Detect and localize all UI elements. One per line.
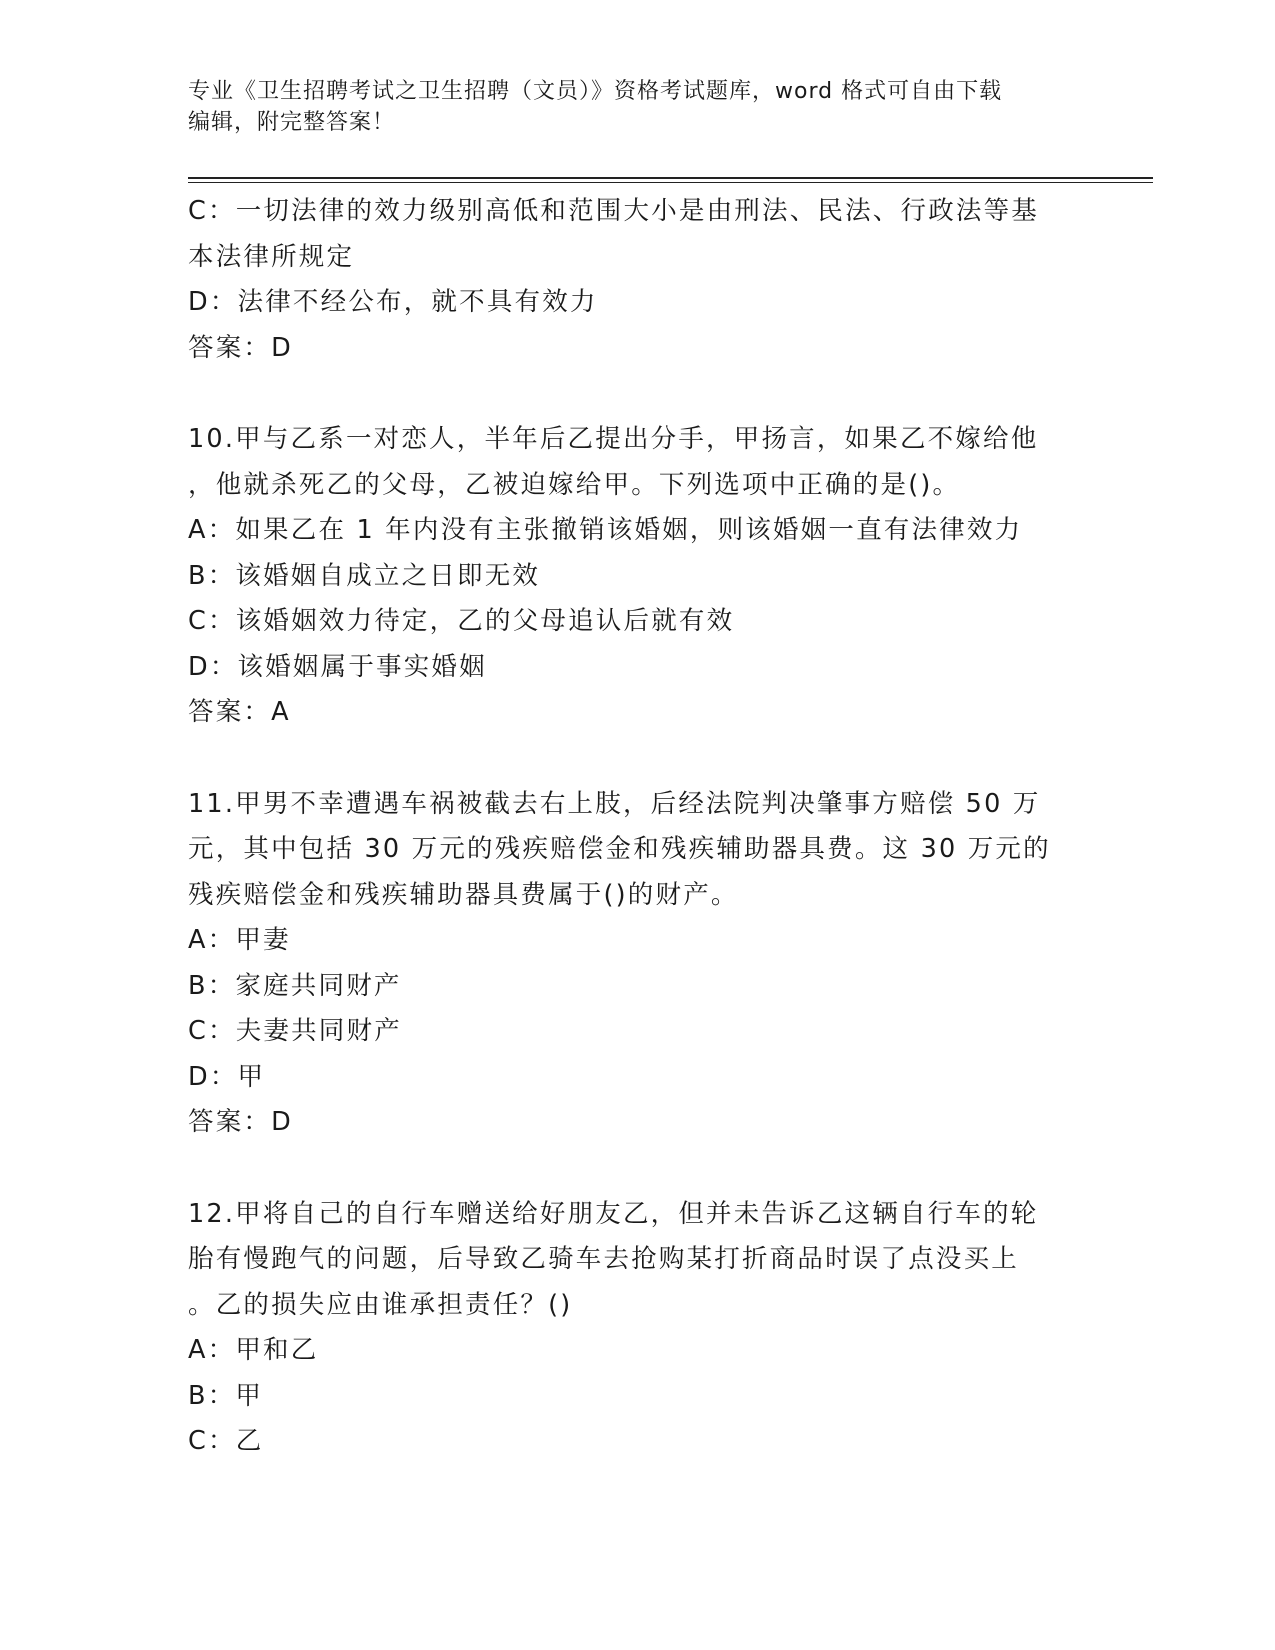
question-block <box>188 189 1088 371</box>
question-text-line: A：甲妻 <box>188 925 291 955</box>
question-text-line: A：甲和乙 <box>188 1335 319 1365</box>
question-text-line: D：该婚姻属于事实婚姻 <box>188 651 487 682</box>
answer-line: 答案：D <box>188 1107 293 1137</box>
header-divider-thin <box>188 182 1153 183</box>
question-list <box>188 189 1088 1465</box>
question-text-line: C：乙 <box>188 1426 264 1456</box>
question-text-line: ，他就杀死乙的父母，乙被迫嫁给甲。下列选项中正确的是()。 <box>188 469 961 500</box>
question-text-line: 本法律所规定 <box>188 241 355 272</box>
answer-line: 答案：D <box>188 332 293 363</box>
question-block <box>188 1192 1088 1465</box>
question-text-line: D：法律不经公布，就不具有效力 <box>188 287 598 317</box>
question-block <box>188 417 1088 736</box>
block-gap <box>188 736 1088 782</box>
question-text-line: C：一切法律的效力级别高低和范围大小是由刑法、民法、行政法等基 <box>188 196 1040 226</box>
question-text-line: 胎有慢跑气的问题，后导致乙骑车去抢购某打折商品时误了点没买上 <box>188 1244 1020 1274</box>
block-gap <box>188 371 1088 417</box>
block-gap <box>188 1146 1088 1192</box>
question-text-line: C：夫妻共同财产 <box>188 1016 402 1046</box>
question-text-line: 元，其中包括 30 万元的残疾赔偿金和残疾辅助器具费。这 30 万元的 <box>188 834 1051 864</box>
question-text-line: 残疾赔偿金和残疾辅助器具费属于()的财产。 <box>188 879 739 910</box>
question-text-line: D：甲 <box>188 1061 266 1092</box>
question-text-line: 。乙的损失应由谁承担责任？() <box>188 1289 573 1320</box>
question-block <box>188 782 1088 1146</box>
header-divider <box>188 177 1153 179</box>
question-text-line: B：甲 <box>188 1380 264 1411</box>
header-line: 专业《卫生招聘考试之卫生招聘（文员）》资格考试题库，word 格式可自由下载 <box>188 79 1003 104</box>
question-text-line: 11.甲男不幸遭遇车祸被截去右上肢，后经法院判决肇事方赔偿 50 万 <box>188 788 1041 819</box>
question-text-line: B：家庭共同财产 <box>188 970 402 1001</box>
answer-line: 答案：A <box>188 697 291 727</box>
question-text-line: A：如果乙在 1 年内没有主张撤销该婚姻，则该婚姻一直有法律效力 <box>188 515 1023 545</box>
question-text-line: 10.甲与乙系一对恋人，半年后乙提出分手，甲扬言，如果乙不嫁给他 <box>188 424 1039 454</box>
question-text-line: 12.甲将自己的自行车赠送给好朋友乙，但并未告诉乙这辆自行车的轮 <box>188 1198 1039 1229</box>
header-line: 编辑，附完整答案！ <box>188 110 396 135</box>
question-text-line: C：该婚姻效力待定，乙的父母追认后就有效 <box>188 606 735 636</box>
question-text-line: B：该婚姻自成立之日即无效 <box>188 560 541 591</box>
document-header <box>188 76 1068 138</box>
